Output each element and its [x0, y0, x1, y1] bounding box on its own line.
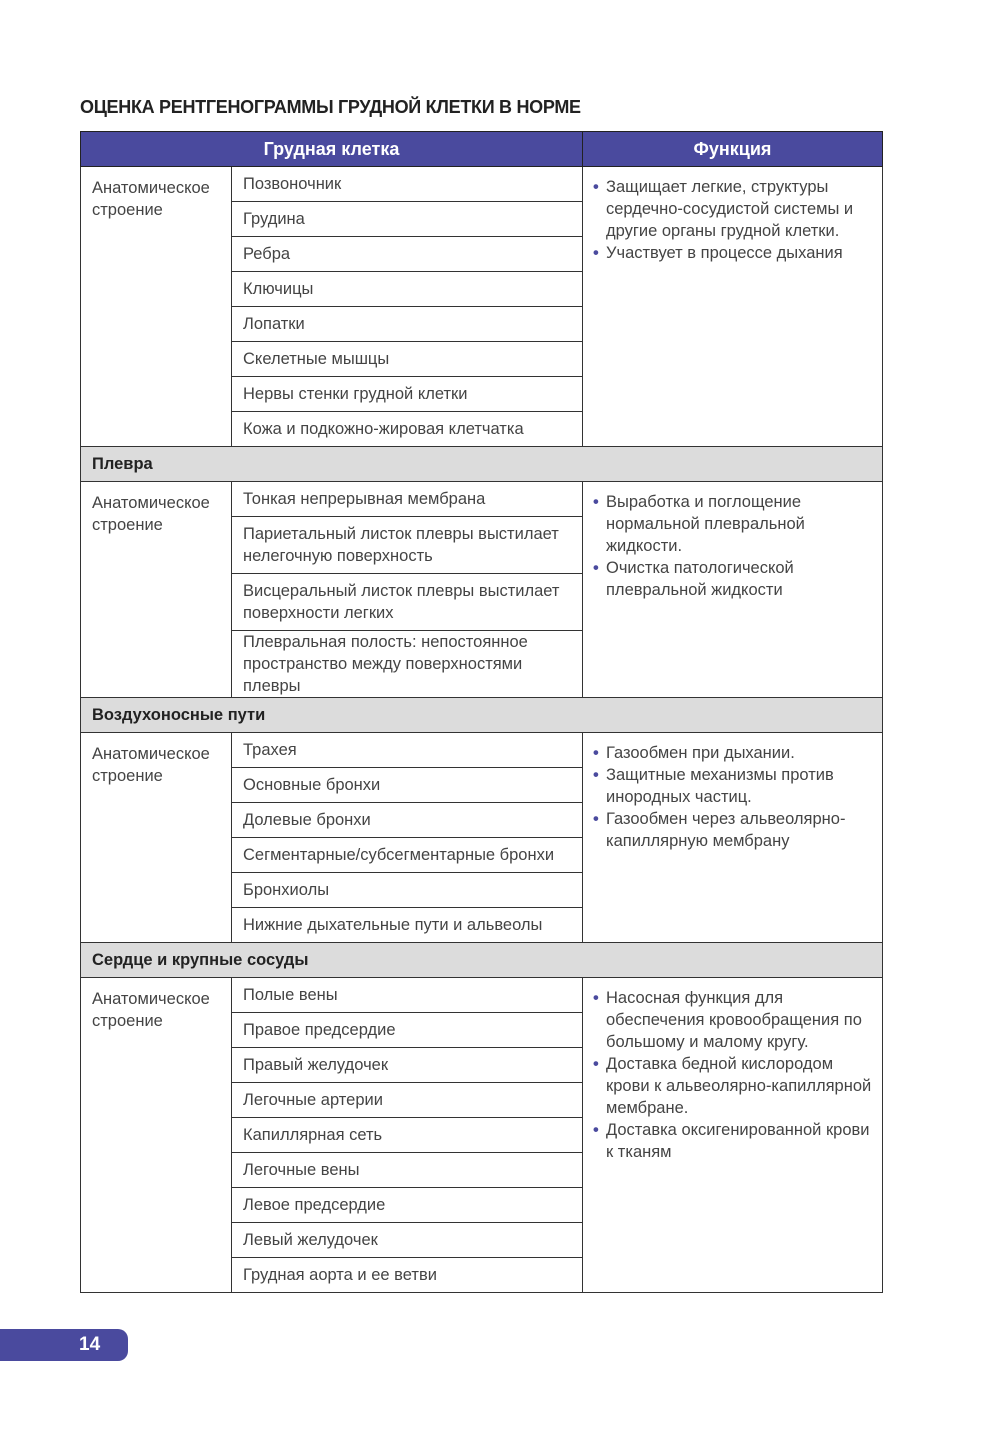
structure-item: Левый желудочек — [232, 1223, 583, 1258]
function-cell — [583, 482, 883, 698]
structure-item: Лопатки — [232, 307, 583, 342]
page-number: 14 — [0, 1329, 128, 1361]
section-heading-row — [81, 943, 883, 978]
anatomy-label: Анатомическое строение — [81, 482, 232, 698]
structure-item: Грудная аорта и ее ветви — [232, 1258, 583, 1293]
structure-item: Париетальный листок плевры выстилает нелегочную поверхность — [232, 517, 583, 574]
header-chest: Грудная клетка — [81, 132, 583, 167]
anatomy-label: Анатомическое строение — [81, 167, 232, 447]
structure-item: Правое предсердие — [232, 1013, 583, 1048]
function-list — [593, 987, 874, 1163]
structure-item: Тонкая непрерывная мембрана — [232, 482, 583, 517]
function-list — [593, 491, 874, 601]
table-row — [81, 482, 883, 517]
structure-item: Полые вены — [232, 978, 583, 1013]
function-item: • Участвует в процессе дыхания — [593, 242, 874, 264]
table-header-row — [81, 132, 883, 167]
function-item: • Доставка оксигенированной крови к тканям — [593, 1119, 874, 1163]
chest-xray-table — [80, 131, 883, 1293]
structure-item: Кожа и подкожно-жировая клетчатка — [232, 412, 583, 447]
function-item: • Защищает легкие, структуры сердечно-сосудистой системы и другие органы грудной клетки. — [593, 176, 874, 242]
section-heading: Сердце и крупные сосуды — [81, 943, 883, 978]
structure-item: Левое предсердие — [232, 1188, 583, 1223]
structure-item: Позвоночник — [232, 167, 583, 202]
structure-item: Трахея — [232, 733, 583, 768]
structure-item: Бронхиолы — [232, 873, 583, 908]
structure-item: Нервы стенки грудной клетки — [232, 377, 583, 412]
section-heading-row — [81, 698, 883, 733]
function-item: • Газообмен при дыхании. — [593, 742, 874, 764]
function-item: • Газообмен через альвеолярно-капиллярную мембрану — [593, 808, 874, 852]
table-row — [81, 733, 883, 768]
function-list — [593, 742, 874, 852]
function-cell — [583, 167, 883, 447]
function-cell — [583, 733, 883, 943]
structure-item: Грудина — [232, 202, 583, 237]
structure-item: Сегментарные/субсегментарные бронхи — [232, 838, 583, 873]
table-body — [81, 167, 883, 1293]
function-item: • Выработка и поглощение нормальной плевральной жидкости. — [593, 491, 874, 557]
table-row — [81, 167, 883, 202]
structure-item: Нижние дыхательные пути и альвеолы — [232, 908, 583, 943]
structure-item: Ребра — [232, 237, 583, 272]
section-heading: Воздухоносные пути — [81, 698, 883, 733]
structure-item: Долевые бронхи — [232, 803, 583, 838]
function-item: • Доставка бедной кислородом крови к альвеолярно-капиллярной мембране. — [593, 1053, 874, 1119]
anatomy-label: Анатомическое строение — [81, 733, 232, 943]
structure-item: Легочные артерии — [232, 1083, 583, 1118]
structure-item: Легочные вены — [232, 1153, 583, 1188]
structure-item: Капиллярная сеть — [232, 1118, 583, 1153]
page-title: ОЦЕНКА РЕНТГЕНОГРАММЫ ГРУДНОЙ КЛЕТКИ В НОРМЕ — [80, 97, 581, 117]
anatomy-label: Анатомическое строение — [81, 978, 232, 1293]
structure-item: Скелетные мышцы — [232, 342, 583, 377]
section-heading-row — [81, 447, 883, 482]
structure-item: Висцеральный листок плевры выстилает поверхности легких — [232, 574, 583, 631]
structure-item: Основные бронхи — [232, 768, 583, 803]
structure-item: Плевральная полость: непостоянное пространство между поверхностями плевры — [232, 631, 583, 698]
function-cell — [583, 978, 883, 1293]
section-heading: Плевра — [81, 447, 883, 482]
function-item: • Насосная функция для обеспечения кровообращения по большому и малому кругу. — [593, 987, 874, 1053]
structure-item: Правый желудочек — [232, 1048, 583, 1083]
structure-item: Ключицы — [232, 272, 583, 307]
table-row — [81, 978, 883, 1013]
header-function: Функция — [583, 132, 883, 167]
function-list — [593, 176, 874, 264]
function-item: • Очистка патологической плевральной жидкости — [593, 557, 874, 601]
function-item: • Защитные механизмы против инородных частиц. — [593, 764, 874, 808]
